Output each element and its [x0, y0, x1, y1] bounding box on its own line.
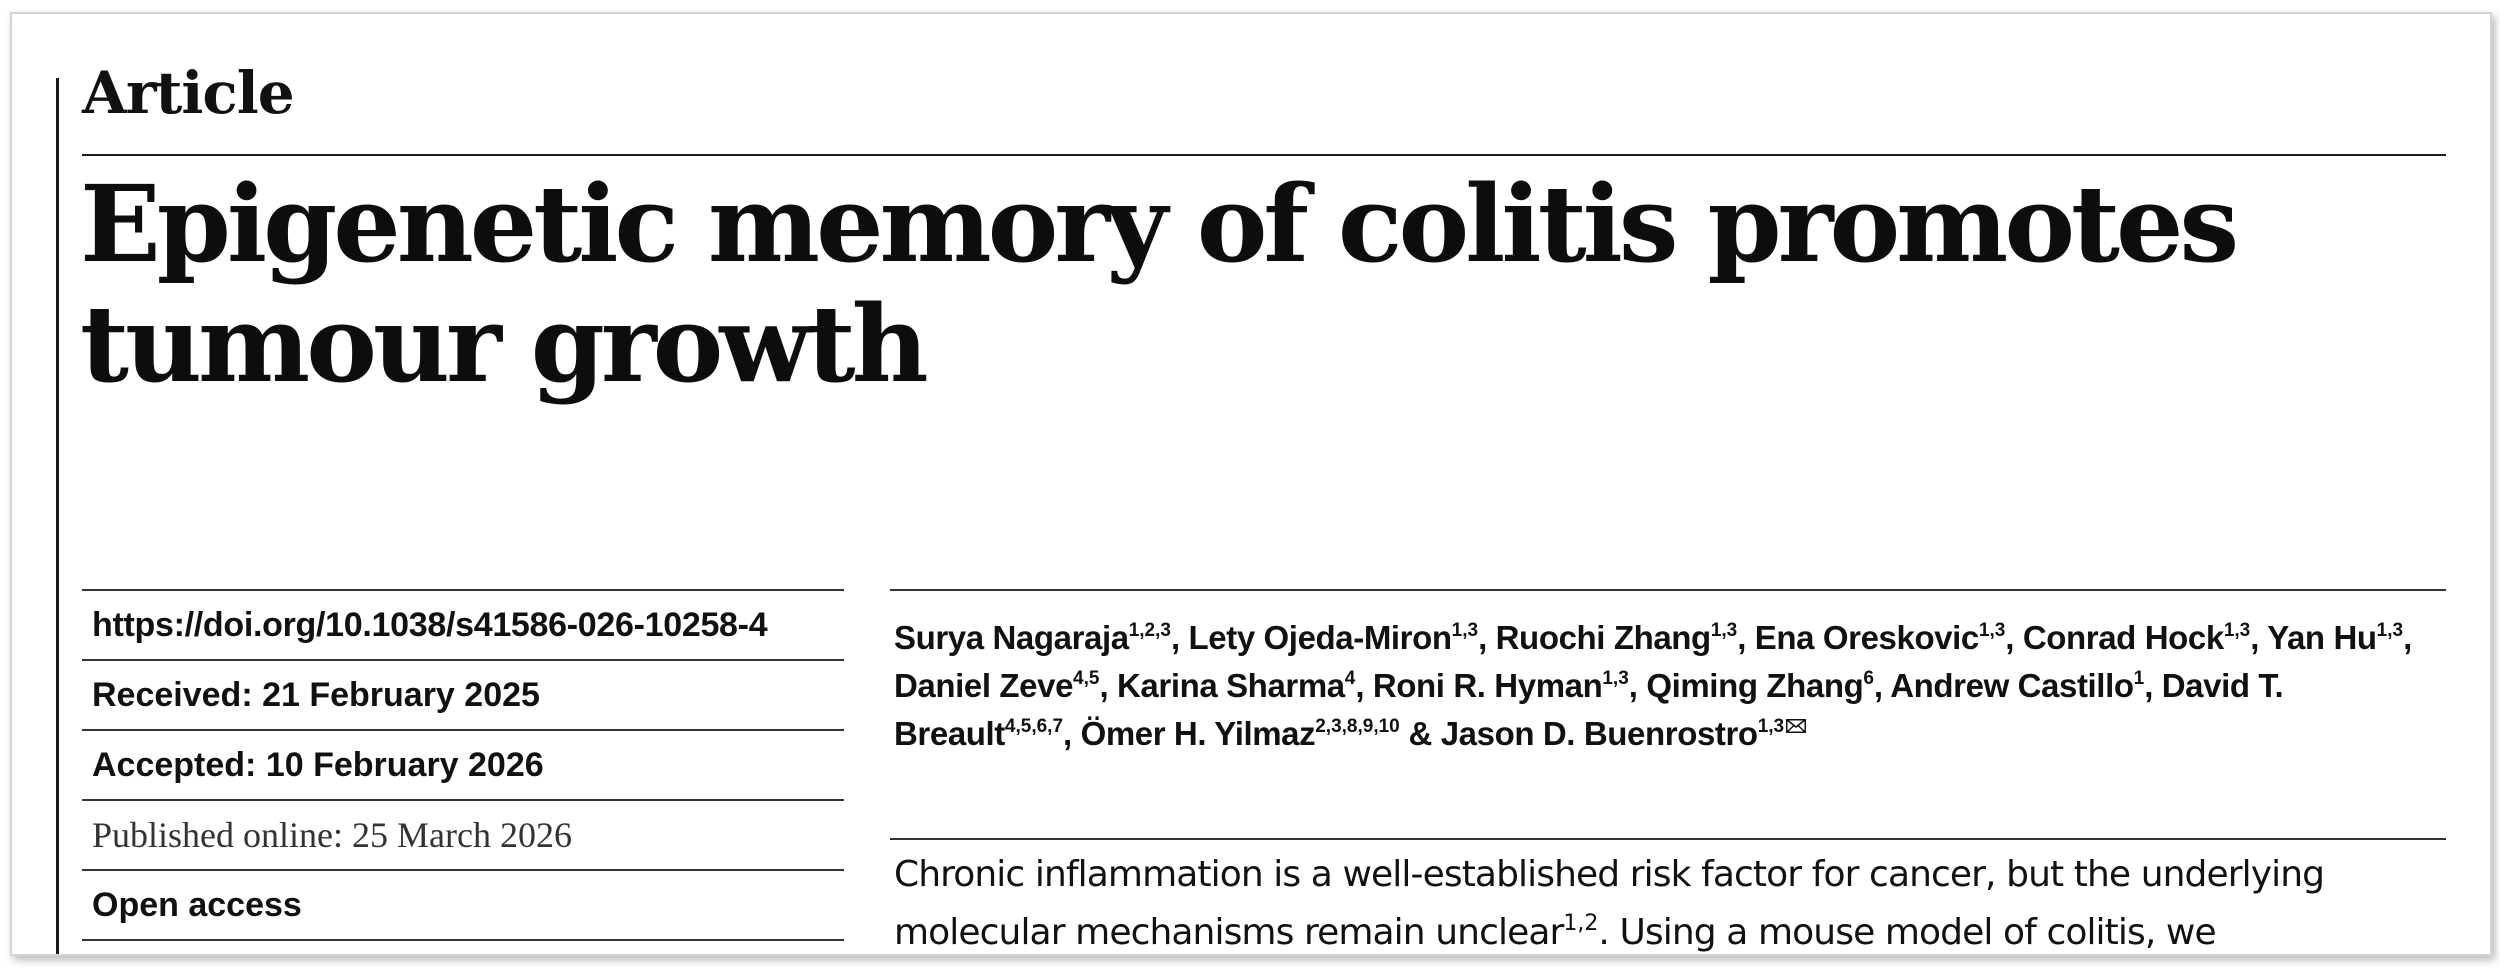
author-separator: ,: [1478, 619, 1496, 656]
author-name[interactable]: Surya Nagaraja: [894, 619, 1129, 656]
author-name[interactable]: Ena Oreskovic: [1754, 619, 1979, 656]
author-separator: ,: [2144, 667, 2162, 704]
abstract-text: Chronic inflammation is a well-established risk factor for cancer, but the underlying molecular mechanisms remain unclear: [894, 854, 2325, 953]
abstract-rule: [890, 838, 2446, 840]
author-affiliation[interactable]: 4,5: [1073, 668, 1100, 689]
author-affiliation[interactable]: 1,2,3: [1128, 620, 1171, 641]
author-separator: ,: [1355, 667, 1373, 704]
author-separator: ,: [1873, 667, 1891, 704]
author-affiliation[interactable]: 1,3: [2223, 620, 2251, 641]
received-date: Received: 21 February 2025: [82, 661, 844, 731]
author-separator: ,: [1628, 667, 1647, 704]
author-affiliation[interactable]: 1,3: [1757, 716, 1785, 737]
author-affiliation[interactable]: 4,5,6,7: [1004, 716, 1064, 737]
open-access-label: Open access: [82, 871, 844, 941]
author-affiliation[interactable]: 2,3,8,9,10: [1315, 716, 1400, 737]
author-name[interactable]: David T. Breault: [894, 667, 2284, 752]
abstract-text-continued: . Using a mouse model of colitis, we: [1598, 912, 2216, 953]
author-name[interactable]: Ruochi Zhang: [1495, 619, 1711, 656]
author-name[interactable]: Jason D. Buenrostro: [1440, 715, 1758, 752]
envelope-icon[interactable]: [1786, 719, 1806, 733]
author-affiliation[interactable]: 6: [1863, 668, 1874, 689]
author-affiliation[interactable]: 1,3: [1602, 668, 1629, 689]
left-margin-rule: [56, 78, 59, 956]
author-affiliation[interactable]: 1: [2133, 668, 2145, 689]
author-name[interactable]: Lety Ojeda-Miron: [1188, 619, 1452, 656]
author-affiliation[interactable]: 1,3: [1978, 620, 2006, 641]
author-name[interactable]: Conrad Hock: [2022, 619, 2224, 656]
doi-link[interactable]: https://doi.org/10.1038/s41586-026-10258-4: [82, 591, 844, 661]
accepted-date: Accepted: 10 February 2026: [82, 731, 844, 801]
author-name[interactable]: Daniel Zeve: [894, 667, 1074, 704]
article-metadata: [82, 591, 844, 941]
author-separator: ,: [1063, 715, 1081, 752]
author-list: [894, 614, 2454, 758]
article-page: [10, 12, 2492, 956]
article-title: Epigenetic memory of colitis promotes tumour growth: [80, 161, 2236, 406]
author-affiliation[interactable]: 1,3: [2376, 620, 2404, 641]
author-affiliation[interactable]: 1,3: [1710, 620, 1738, 641]
author-name[interactable]: Andrew Castillo: [1890, 667, 2134, 704]
header-rule: [82, 154, 2446, 156]
author-separator: ,: [1170, 619, 1189, 656]
author-name[interactable]: Qiming Zhang: [1646, 667, 1864, 704]
author-name[interactable]: Ömer H. Yilmaz: [1080, 715, 1316, 752]
abstract-reference[interactable]: 1,2: [1563, 911, 1599, 936]
author-separator: ,: [2005, 619, 2023, 656]
author-separator: ,: [2403, 619, 2412, 656]
published-date: Published online: 25 March 2026: [82, 801, 844, 871]
author-separator: &: [1399, 715, 1441, 752]
abstract: [894, 846, 2454, 956]
author-affiliation[interactable]: 1,3: [1451, 620, 1479, 641]
author-separator: ,: [2250, 619, 2268, 656]
author-separator: ,: [1099, 667, 1117, 704]
author-name[interactable]: Yan Hu: [2267, 619, 2377, 656]
author-name[interactable]: Roni R. Hyman: [1372, 667, 1603, 704]
author-name[interactable]: Karina Sharma: [1117, 667, 1345, 704]
article-type-label: Article: [82, 59, 294, 127]
authors-top-rule: [890, 589, 2446, 591]
author-affiliation[interactable]: 4: [1344, 668, 1356, 689]
author-separator: ,: [1737, 619, 1755, 656]
